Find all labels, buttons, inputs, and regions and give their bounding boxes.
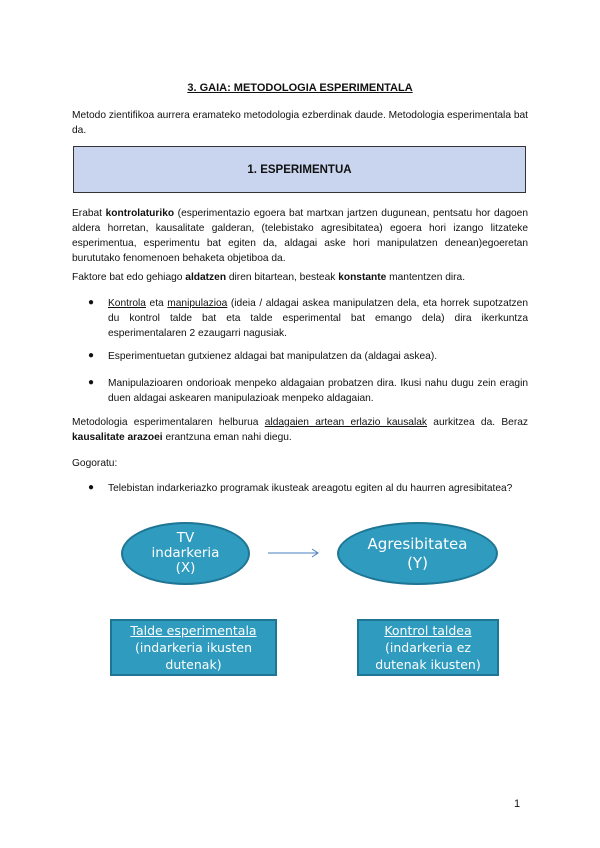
underlined-term: manipulazioa <box>167 298 228 309</box>
node-label: indarkeria <box>151 545 220 561</box>
group-label: (indarkeria ikusten <box>134 640 252 655</box>
group-label: (indarkeria ez <box>385 640 471 655</box>
text-run: Faktore bat edo gehiago <box>72 272 186 283</box>
node-tv-violence <box>121 522 250 585</box>
node-aggressiveness <box>337 522 498 585</box>
node-label: (X) <box>175 560 196 576</box>
text-run: eta <box>145 298 168 309</box>
group-label: Kontrol taldea <box>384 623 472 638</box>
section-heading-box <box>73 146 526 193</box>
bold-term: kontrolaturiko <box>105 208 175 219</box>
intro-paragraph: Metodo zientifikoa aurrera eramateko metodologia ezberdinak daude. Metodologia esperimentala bat da. <box>72 110 528 136</box>
remember-label: Gogoratu: <box>72 458 118 469</box>
bullet-item <box>108 296 528 341</box>
control-group-box <box>357 619 499 676</box>
node-label: TV <box>176 530 195 546</box>
underlined-term: Kontrola <box>108 298 146 309</box>
bold-term: aldatzen <box>185 272 227 283</box>
node-label: (Y) <box>407 553 428 572</box>
experimental-group-box <box>110 619 277 676</box>
page-title: 3. GAIA: METODOLOGIA ESPERIMENTALA <box>187 82 413 94</box>
paragraph-definition <box>72 206 528 266</box>
bullet-dot: ● <box>88 482 95 493</box>
group-label: Talde esperimentala <box>130 623 257 638</box>
text-run: Metodologia esperimentalaren helburua <box>72 417 265 428</box>
text-run: erantzuna eman nahi diegu. <box>162 432 292 443</box>
text-run: (esperimentazio egoera bat martxan jartzen dugunean, pentsatu hor dagoen aldera horretan, kausalitate galderan, (telebistako agresibitatea) egoera hori izango litzateke esperimentua, esperimentu bat egiten da, aldagai aske hori manipulatzen denean)egoeretan burututako fenomenoen behaketa objetiboa da. <box>72 208 528 264</box>
bold-term: konstante <box>338 272 387 283</box>
bold-term: kausalitate arazoei <box>72 432 163 443</box>
bullet-dot: ● <box>88 297 95 308</box>
node-label: Agresibitatea <box>367 534 468 553</box>
section-heading: 1. ESPERIMENTUA <box>247 163 352 176</box>
paragraph-goal <box>72 415 528 445</box>
text-run: (ideia / aldagai askea manipulatzen dela, eta horrek supotzatzen du kontrol talde bat eta talde esperimental bat emango dela) dira ikerkuntza esperimentalaren 2 ezaugarri nagusiak. <box>108 298 528 339</box>
text-run: aurkitzea da. Beraz <box>426 417 528 428</box>
text-run: Erabat <box>72 208 106 219</box>
underlined-term: aldagaien artean erlazio kausalak <box>264 417 427 428</box>
bullet-item: Telebistan indarkeriazko programak ikusteak areagotu egiten al du haurren agresibitatea? <box>108 483 513 494</box>
text-run: mantentzen dira. <box>386 272 466 283</box>
group-label: dutenak) <box>165 657 222 672</box>
text-run: diren bitartean, besteak <box>226 272 339 283</box>
bullet-item: Manipulazioaren ondorioak menpeko aldagaian probatzen dira. Ikusi nahu dugu zein eragin duen aldagai askearen manipulazioak menpeko aldagaian. <box>108 378 528 404</box>
causal-arrow <box>266 547 322 559</box>
bullet-dot: ● <box>88 377 95 388</box>
bullet-item: Esperimentuetan gutxienez aldagai bat manipulatzen da (aldagai askea). <box>108 351 438 362</box>
bullet-dot: ● <box>88 350 95 361</box>
page-number: 1 <box>514 798 521 810</box>
group-label: dutenak ikusten) <box>375 657 481 672</box>
paragraph-factors <box>72 270 528 285</box>
